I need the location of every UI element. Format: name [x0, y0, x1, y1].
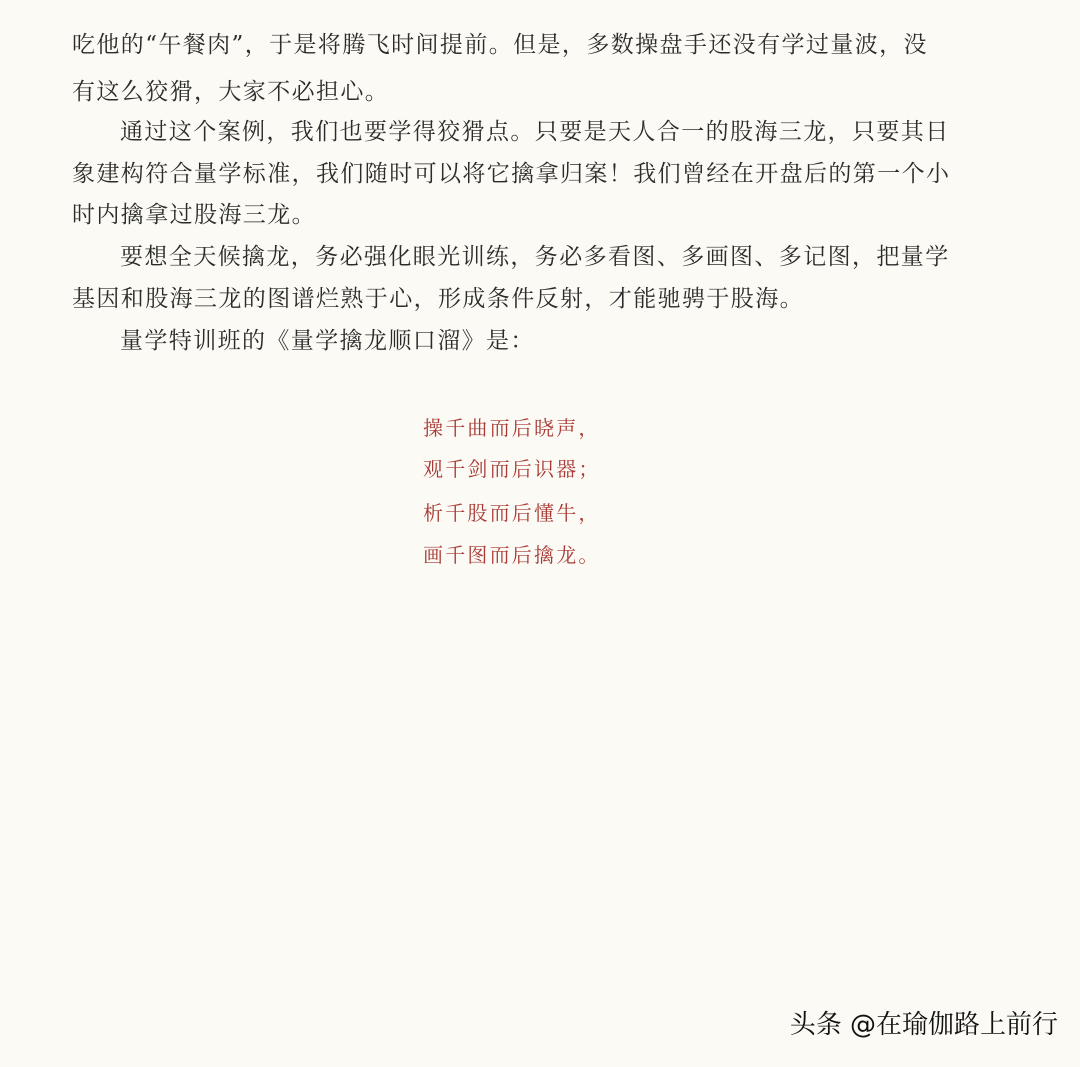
poem-line-4: 画千图而后擒龙。 [423, 543, 601, 567]
watermark-text: 头条 @在瑜伽路上前行 [789, 1010, 1058, 1040]
paragraph-3-line-1: 要想全天候擒龙，务必强化眼光训练，务必多看图、多画图、多记图，把量学 [120, 244, 950, 270]
paragraph-2-line-3: 时内擒拿过股海三龙。 [72, 202, 316, 228]
paragraph-2-line-1: 通过这个案例，我们也要学得狡猾点。只要是天人合一的股海三龙，只要其日 [120, 119, 950, 145]
paragraph-4-line-1: 量学特训班的《量学擒龙顺口溜》是： [120, 328, 535, 354]
poem-line-3: 析千股而后懂牛， [423, 501, 601, 525]
paragraph-2-line-2: 象建构符合量学标准，我们随时可以将它擒拿归案！我们曾经在开盘后的第一个小 [72, 161, 951, 187]
poem-line-2: 观千剑而后识器； [423, 457, 601, 481]
poem-line-1: 操千曲而后晓声， [423, 416, 601, 440]
paragraph-1-line-2: 有这么狡猾，大家不必担心。 [72, 79, 390, 105]
paragraph-1-line-1: 吃他的“午餐肉”，于是将腾飞时间提前。但是，多数操盘手还没有学过量波，没 [72, 32, 928, 58]
paragraph-3-line-2: 基因和股海三龙的图谱烂熟于心，形成条件反射，才能驰骋于股海。 [72, 286, 804, 312]
